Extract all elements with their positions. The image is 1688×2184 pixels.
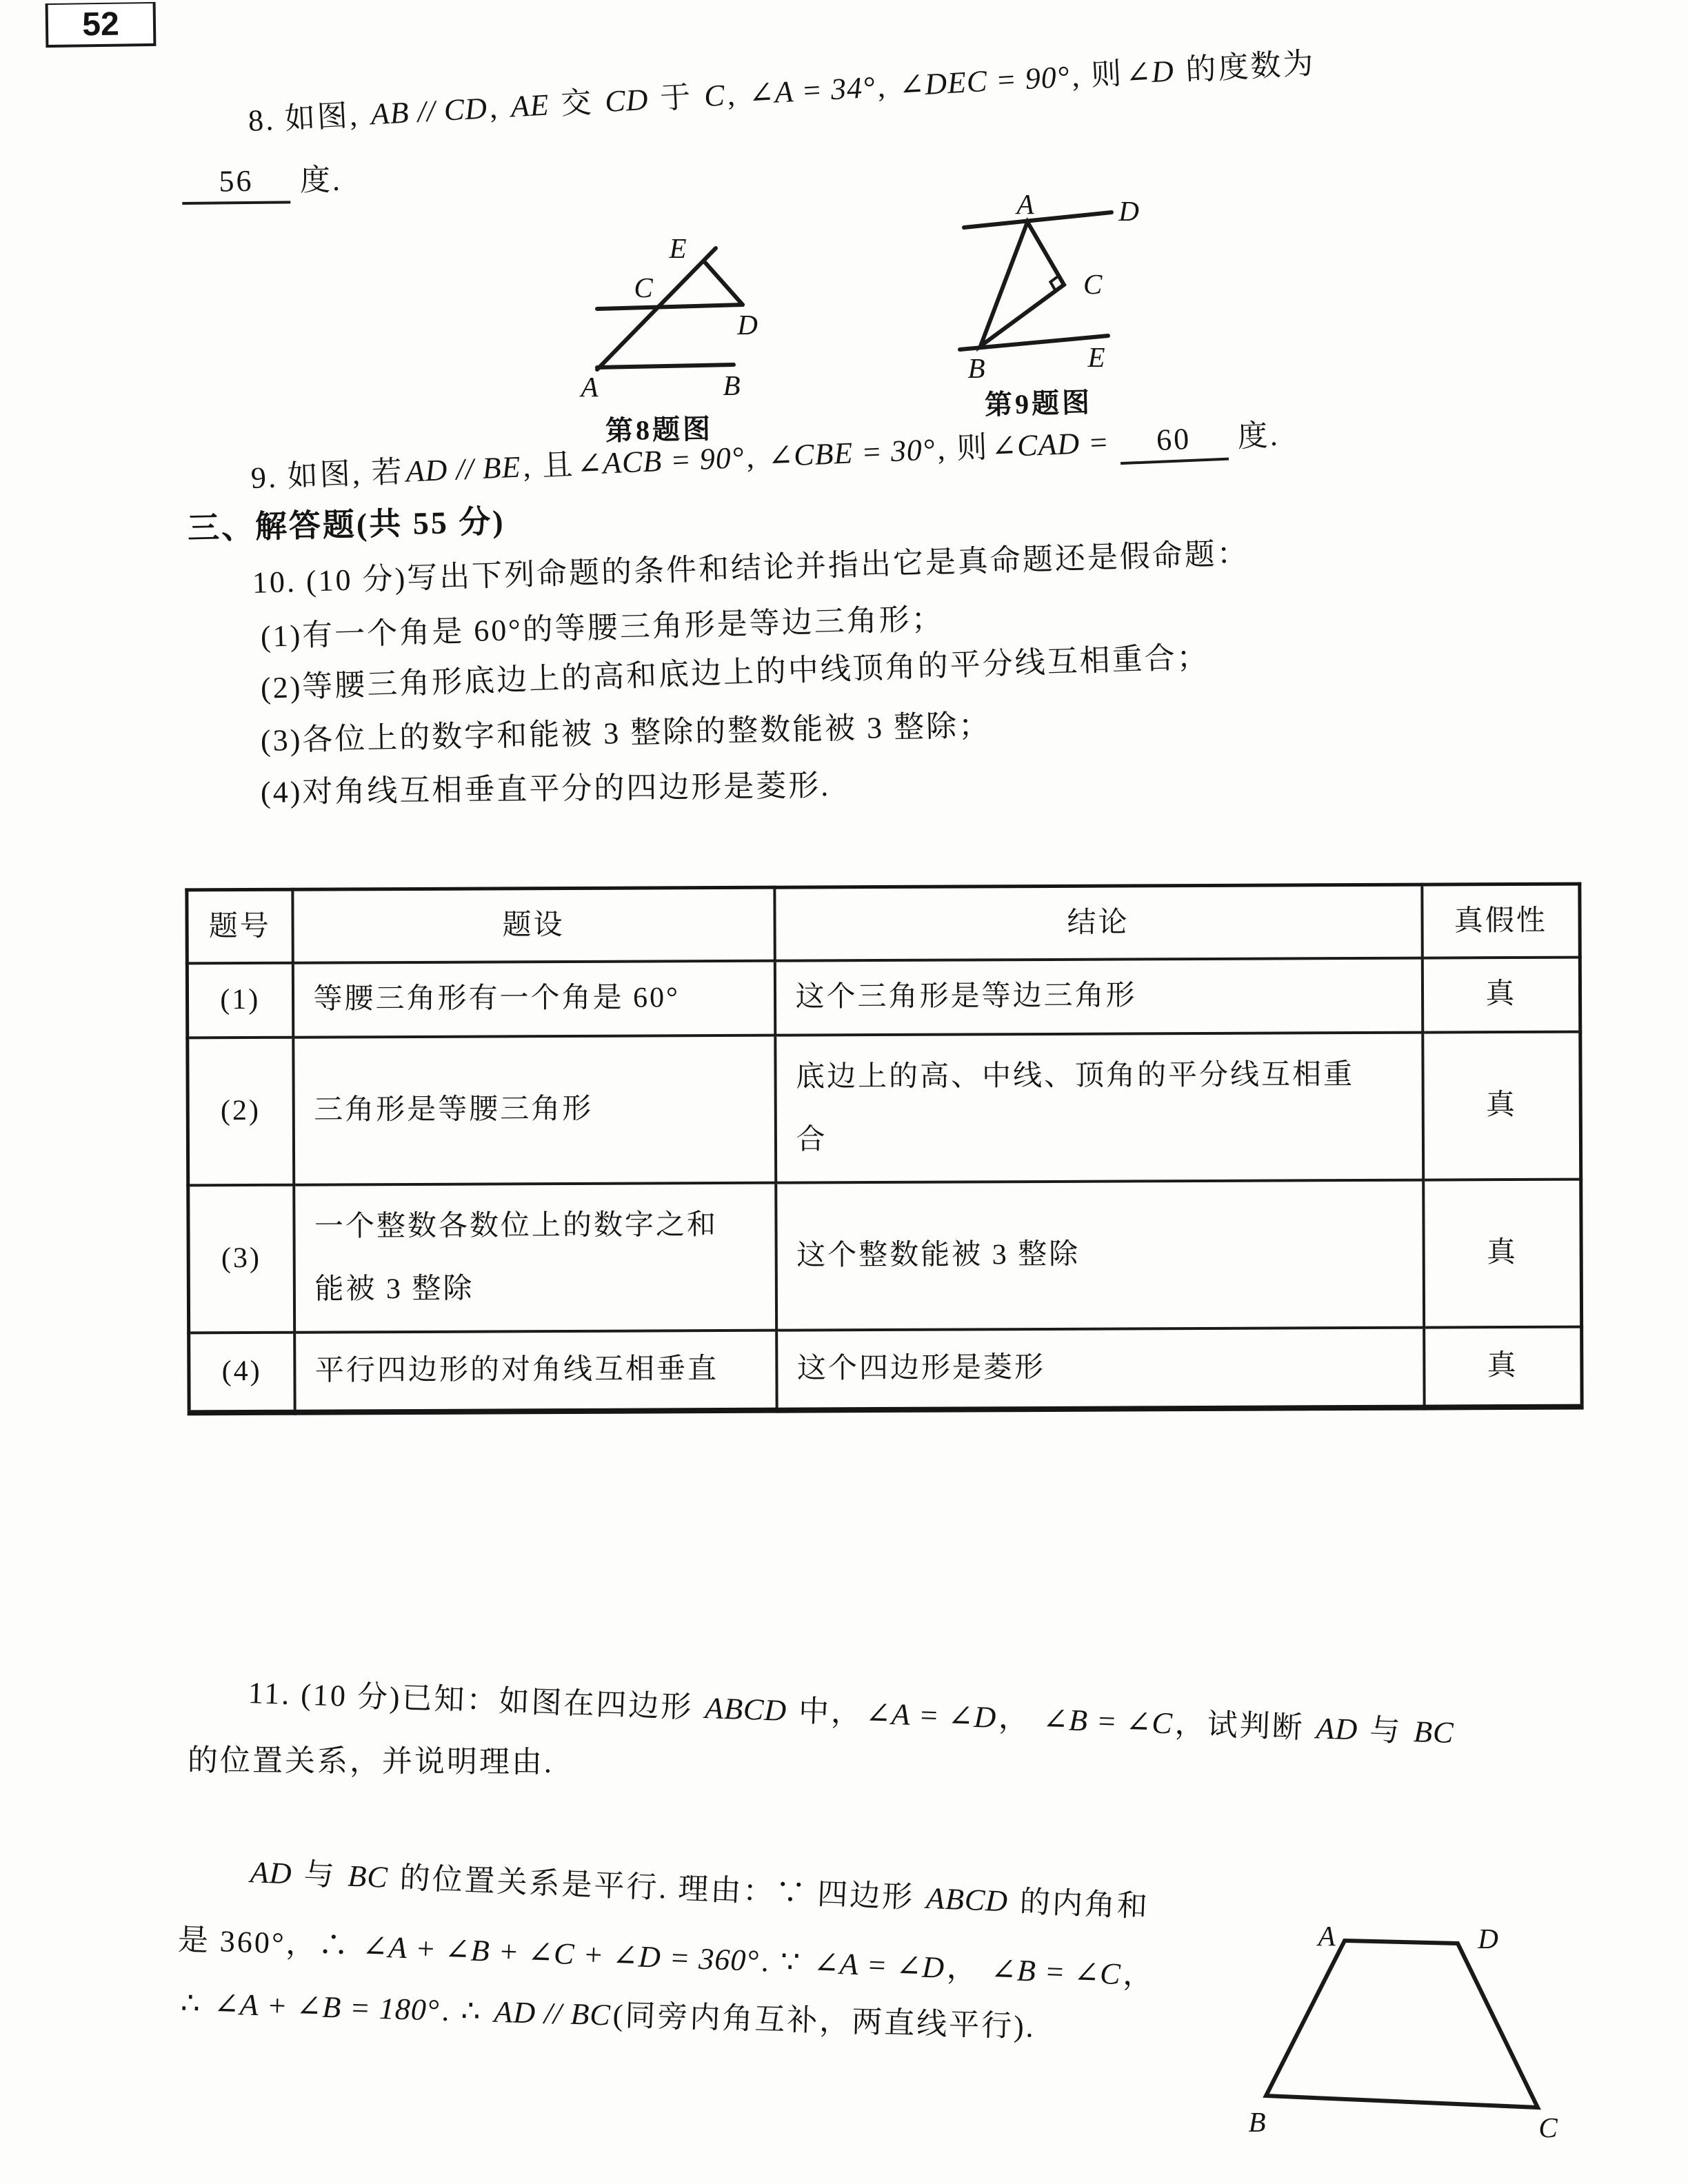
figure-q11-label-D: D — [1478, 1923, 1498, 1954]
figure-q8-line-CD — [597, 305, 743, 309]
question-8-answer-line — [182, 161, 343, 205]
question-9-text — [250, 416, 1280, 501]
row1-hypothesis: 等腰三角形有一个角是 60° — [292, 960, 774, 1037]
col-header-truth: 真假性 — [1422, 884, 1580, 958]
solution-line1: AD 与 BC 的位置关系是平行. 理由：∵ 四边形 ABCD 的内角和 — [250, 1855, 1150, 1924]
row3-hypothesis: 一个整数各数位上的数字之和能被 3 整除 — [294, 1182, 776, 1332]
figure-q8-line-ED — [704, 261, 743, 305]
figure-q9 — [948, 188, 1155, 394]
figure-q11-label-C: C — [1538, 2112, 1558, 2143]
question-9-answer-suffix: 度. — [1236, 418, 1280, 454]
solution-line2: 是 360°，∴ ∠A + ∠B + ∠C + ∠D = 360°. ∵ ∠A = ∠D， ∠B = ∠C， — [177, 1923, 1156, 1992]
row3-truth: 真 — [1423, 1179, 1582, 1327]
row1-conclusion: 这个三角形是等边三角形 — [774, 958, 1422, 1035]
question-10-item-2: (2)等腰三角形底边上的高和底边上的中线顶角的平分线互相重合； — [260, 640, 1210, 705]
figure-q9-label-B: B — [967, 352, 985, 384]
figure-q8-label-B: B — [723, 370, 741, 401]
figure-q9-label-A: A — [1016, 188, 1034, 220]
question-11-line2: 的位置关系，并说明理由. — [187, 1743, 554, 1779]
table-row — [188, 1031, 1581, 1185]
page-number — [46, 2, 157, 48]
figure-q8-label-A: A — [581, 371, 599, 403]
row4-id: (4) — [189, 1332, 295, 1413]
figure-q11-label-B: B — [1248, 2106, 1266, 2138]
question-8-answer: 56 — [182, 161, 291, 205]
question-9-stem: 9. 如图, 若AD // BE, 且∠ACB = 90°, ∠CBE = 30°, 则∠CAD = — [250, 425, 1118, 495]
row4-truth: 真 — [1424, 1326, 1582, 1407]
page-number-text: 52 — [81, 6, 120, 43]
col-header-conclusion: 结论 — [774, 884, 1422, 960]
figure-q9-line-AD — [964, 212, 1112, 228]
figure-q9-label-E: E — [1087, 341, 1105, 373]
section-heading: 三、解答题(共 55 分) — [187, 503, 506, 546]
col-header-id: 题号 — [187, 889, 292, 963]
question-11-line1: 11. (10 分)已知：如图在四边形 ABCD 中，∠A = ∠D， ∠B = ∠C，试判断 AD 与 BC — [248, 1676, 1455, 1750]
row2-conclusion: 底边上的高、中线、顶角的平分线互相重合 — [775, 1032, 1423, 1182]
figure-q11 — [1234, 1903, 1593, 2165]
table-row — [188, 1179, 1582, 1333]
figure-q8 — [562, 228, 769, 408]
col-header-hypothesis: 题设 — [292, 887, 774, 962]
table-header-row — [187, 884, 1580, 963]
row4-conclusion: 这个四边形是菱形 — [776, 1327, 1424, 1410]
row3-conclusion: 这个整数能被 3 整除 — [776, 1180, 1424, 1330]
truth-table-wrapper — [186, 885, 1582, 1413]
row2-hypothesis: 三角形是等腰三角形 — [293, 1035, 776, 1184]
figure-q9-label-D: D — [1118, 195, 1139, 227]
row1-id: (1) — [187, 962, 292, 1038]
figure-q8-line-AB — [597, 365, 734, 367]
question-10-item-3: (3)各位上的数字和能被 3 整除的整数能被 3 整除； — [260, 708, 992, 758]
row2-truth: 真 — [1423, 1031, 1581, 1180]
solution-line3: ∴ ∠A + ∠B = 180°. ∴ AD // BC(同旁内角互补，两直线平行). — [180, 1986, 1036, 2044]
question-10-item-1: (1)有一个角是 60°的等腰三角形是等边三角形； — [260, 602, 945, 654]
truth-table — [185, 882, 1583, 1415]
row3-id: (3) — [188, 1184, 294, 1333]
figure-q8-label-C: C — [634, 272, 653, 303]
figure-q11-trapezoid — [1266, 1941, 1538, 2107]
figure-q8-label-E: E — [669, 232, 687, 264]
figure-q8-label-D: D — [737, 309, 758, 341]
question-8-answer-suffix: 度. — [299, 163, 343, 198]
table-row — [189, 1326, 1582, 1413]
row1-truth: 真 — [1422, 957, 1580, 1032]
table-row — [187, 957, 1580, 1038]
question-10-heading: 10. (10 分)写出下列命题的条件和结论并指出它是真命题还是假命题： — [252, 536, 1250, 600]
row2-id: (2) — [188, 1037, 294, 1185]
figure-q8-caption: 第8题图 — [605, 413, 714, 447]
row4-hypothesis: 平行四边形的对角线互相垂直 — [294, 1330, 776, 1412]
question-10-item-4: (4)对角线互相垂直平分的四边形是菱形. — [260, 768, 831, 809]
figure-q11-label-A: A — [1318, 1920, 1336, 1952]
question-8-text: 8. 如图, AB // CD, AE 交 CD 于 C, ∠A = 34°, ∠DEC = 90°, 则∠D 的度数为 — [247, 46, 1316, 138]
figure-q9-caption: 第9题图 — [984, 387, 1093, 421]
question-9-answer: 60 — [1119, 418, 1229, 465]
figure-q9-label-C: C — [1083, 268, 1103, 300]
